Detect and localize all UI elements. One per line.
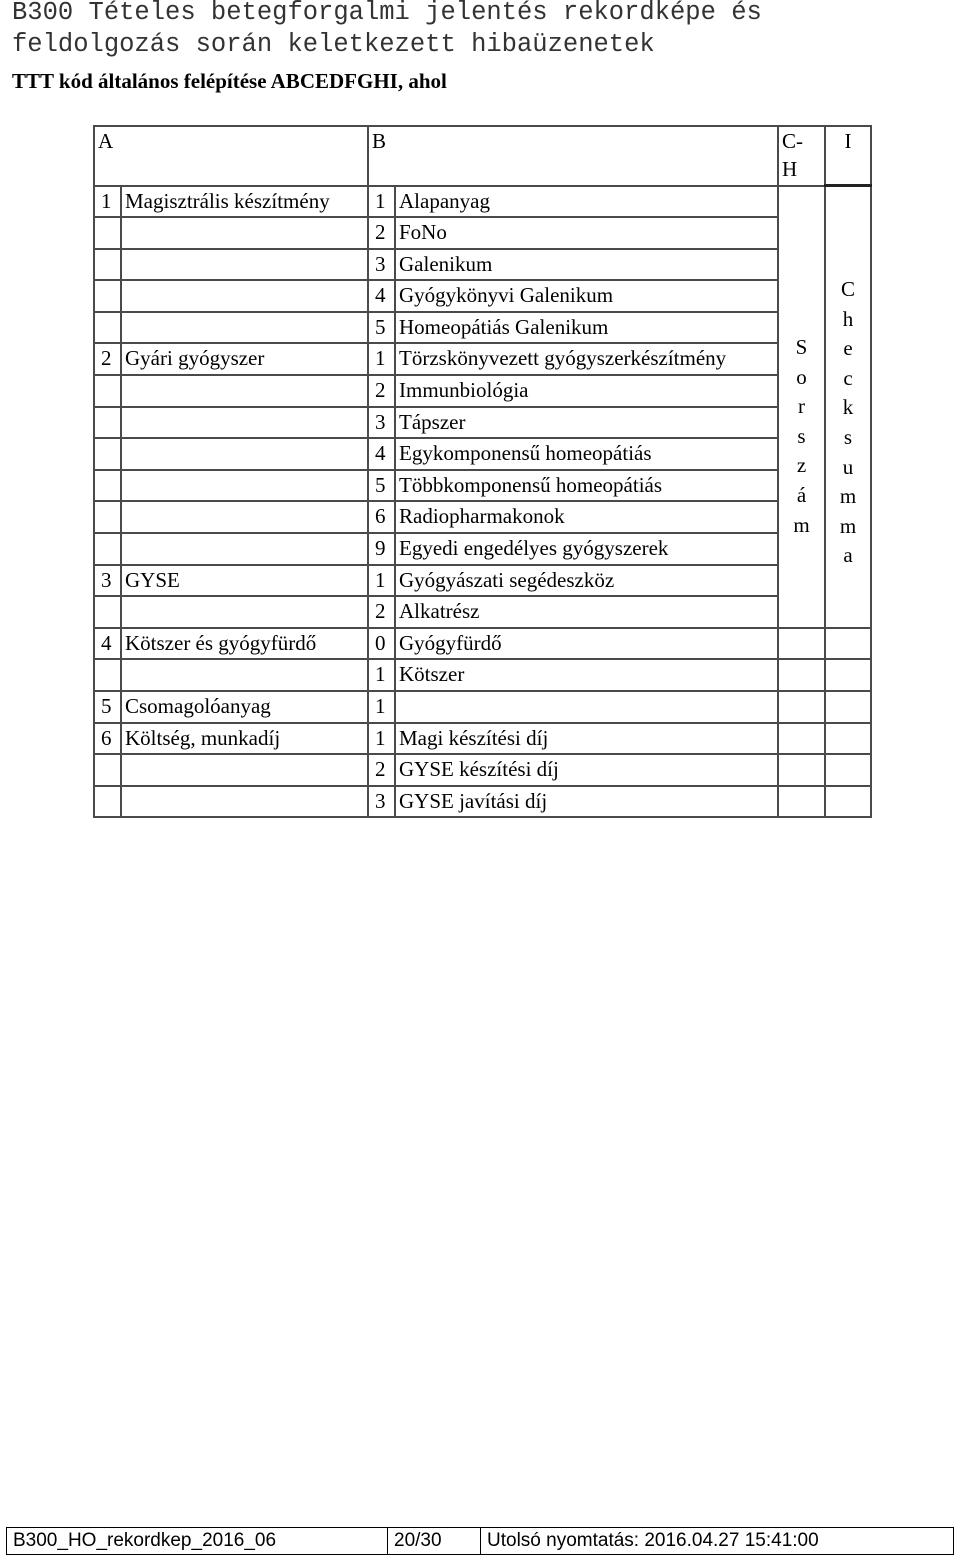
document-title-line-2: feldolgozás során keletkezett hibaüzenetek bbox=[12, 30, 655, 59]
table-row bbox=[94, 249, 871, 281]
b-code: 1 bbox=[368, 343, 395, 375]
table-row bbox=[94, 186, 871, 218]
a-label bbox=[121, 249, 368, 281]
a-label bbox=[121, 501, 368, 533]
b-code: 1 bbox=[368, 186, 395, 218]
b-code: 2 bbox=[368, 754, 395, 786]
b-label: Gyógyászati segédeszköz bbox=[395, 565, 778, 597]
b-code: 6 bbox=[368, 501, 395, 533]
b-label: Tápszer bbox=[395, 407, 778, 439]
b-label: Gyógykönyvi Galenikum bbox=[395, 280, 778, 312]
b-code: 2 bbox=[368, 217, 395, 249]
a-label bbox=[121, 438, 368, 470]
a-code bbox=[94, 596, 121, 628]
table-row bbox=[94, 407, 871, 439]
a-label bbox=[121, 659, 368, 691]
a-code bbox=[94, 407, 121, 439]
b-code: 2 bbox=[368, 596, 395, 628]
b-code: 5 bbox=[368, 470, 395, 502]
a-code bbox=[94, 280, 121, 312]
i-letter: C bbox=[840, 277, 855, 301]
a-code bbox=[94, 470, 121, 502]
b-label: Törzskönyvezett gyógyszerkészítmény bbox=[395, 343, 778, 375]
b-label: GYSE javítási díj bbox=[395, 786, 778, 818]
a-label: GYSE bbox=[121, 565, 368, 597]
i-empty-cell bbox=[825, 628, 871, 660]
ch-letter: S bbox=[795, 335, 808, 360]
b-label: Egykomponensű homeopátiás bbox=[395, 438, 778, 470]
i-letter: h bbox=[842, 306, 854, 331]
b-code: 4 bbox=[368, 438, 395, 470]
table-row bbox=[94, 343, 871, 375]
i-letter: s bbox=[843, 424, 853, 449]
a-label bbox=[121, 312, 368, 344]
ttt-code-table bbox=[93, 125, 872, 818]
i-letter: m bbox=[839, 513, 857, 538]
document-title bbox=[12, 0, 952, 61]
ch-empty-cell bbox=[778, 723, 825, 755]
i-empty-cell bbox=[825, 691, 871, 723]
b-label: Alapanyag bbox=[395, 186, 778, 218]
b-code: 1 bbox=[368, 691, 395, 723]
a-label bbox=[121, 754, 368, 786]
a-code: 6 bbox=[94, 723, 121, 755]
col-header-a: A bbox=[94, 126, 368, 186]
ch-checksum-column bbox=[778, 186, 825, 628]
a-label: Csomagolóanyag bbox=[121, 691, 368, 723]
table-row bbox=[94, 280, 871, 312]
b-label: Kötszer bbox=[395, 659, 778, 691]
a-code bbox=[94, 217, 121, 249]
a-code bbox=[94, 754, 121, 786]
table-row bbox=[94, 533, 871, 565]
b-label: Homeopátiás Galenikum bbox=[395, 312, 778, 344]
i-empty-cell bbox=[825, 754, 871, 786]
footer-page-number: 20/30 bbox=[388, 1528, 481, 1555]
b-code: 1 bbox=[368, 659, 395, 691]
a-label bbox=[121, 280, 368, 312]
i-letter: k bbox=[842, 395, 854, 420]
ch-letter: m bbox=[793, 512, 810, 537]
i-letter: m bbox=[839, 484, 857, 509]
i-empty-cell bbox=[825, 723, 871, 755]
col-header-i: I bbox=[825, 126, 871, 186]
i-letter: c bbox=[843, 365, 853, 390]
table-row bbox=[94, 565, 871, 597]
b-label: Immunbiológia bbox=[395, 375, 778, 407]
a-label bbox=[121, 470, 368, 502]
footer-print-date: Utolsó nyomtatás: 2016.04.27 15:41:00 bbox=[481, 1528, 954, 1555]
ch-letter: á bbox=[796, 483, 807, 508]
a-code bbox=[94, 375, 121, 407]
table-header-row bbox=[94, 126, 871, 186]
ch-empty-cell bbox=[778, 691, 825, 723]
a-code bbox=[94, 249, 121, 281]
ch-letter: r bbox=[798, 394, 805, 419]
a-code: 2 bbox=[94, 343, 121, 375]
a-code bbox=[94, 659, 121, 691]
ch-empty-cell bbox=[778, 786, 825, 818]
document-title-line-1: B300 Tételes betegforgalmi jelentés rekordképe és bbox=[12, 0, 762, 27]
footer-filename: B300_HO_rekordkep_2016_06 bbox=[7, 1528, 388, 1555]
a-label: Kötszer és gyógyfürdő bbox=[121, 628, 368, 660]
b-label: Gyógyfürdő bbox=[395, 628, 778, 660]
b-code: 2 bbox=[368, 375, 395, 407]
a-code: 4 bbox=[94, 628, 121, 660]
ch-letter: s bbox=[797, 423, 806, 448]
b-code: 3 bbox=[368, 407, 395, 439]
ch-letter: o bbox=[796, 364, 807, 389]
b-code: 0 bbox=[368, 628, 395, 660]
a-label: Gyári gyógyszer bbox=[121, 343, 368, 375]
table-row bbox=[94, 786, 871, 818]
table-row bbox=[94, 691, 871, 723]
a-code: 1 bbox=[94, 186, 121, 218]
b-code: 1 bbox=[368, 565, 395, 597]
b-code: 5 bbox=[368, 312, 395, 344]
table-row bbox=[94, 375, 871, 407]
a-code bbox=[94, 312, 121, 344]
table-row bbox=[94, 470, 871, 502]
page-footer bbox=[6, 1527, 954, 1555]
a-label bbox=[121, 217, 368, 249]
col-header-ch: C- H bbox=[778, 126, 825, 186]
a-label bbox=[121, 533, 368, 565]
i-vertical-text bbox=[826, 275, 870, 571]
a-label: Költség, munkadíj bbox=[121, 723, 368, 755]
b-label: Radiopharmakonok bbox=[395, 501, 778, 533]
a-label bbox=[121, 786, 368, 818]
table-row bbox=[94, 438, 871, 470]
b-label: Egyedi engedélyes gyógyszerek bbox=[395, 533, 778, 565]
b-code: 4 bbox=[368, 280, 395, 312]
b-code: 1 bbox=[368, 723, 395, 755]
a-label bbox=[121, 407, 368, 439]
a-label: Magisztrális készítmény bbox=[121, 186, 368, 218]
table-row bbox=[94, 659, 871, 691]
b-label: FoNo bbox=[395, 217, 778, 249]
a-code bbox=[94, 786, 121, 818]
table-row bbox=[94, 628, 871, 660]
ch-empty-cell bbox=[778, 754, 825, 786]
ch-letter: z bbox=[796, 453, 807, 478]
i-checksum-column bbox=[825, 186, 871, 628]
i-letter: e bbox=[843, 336, 853, 361]
b-code: 3 bbox=[368, 786, 395, 818]
b-code: 9 bbox=[368, 533, 395, 565]
i-letter: u bbox=[842, 454, 854, 479]
table-row bbox=[94, 312, 871, 344]
ch-empty-cell bbox=[778, 628, 825, 660]
table-row bbox=[94, 754, 871, 786]
a-code: 3 bbox=[94, 565, 121, 597]
ch-empty-cell bbox=[778, 659, 825, 691]
col-header-b: B bbox=[368, 126, 778, 186]
table-row bbox=[94, 217, 871, 249]
b-label: Többkomponensű homeopátiás bbox=[395, 470, 778, 502]
a-label bbox=[121, 375, 368, 407]
b-label: Galenikum bbox=[395, 249, 778, 281]
a-code: 5 bbox=[94, 691, 121, 723]
i-letter: a bbox=[843, 543, 853, 568]
a-label bbox=[121, 596, 368, 628]
table-row bbox=[94, 596, 871, 628]
b-label: Magi készítési díj bbox=[395, 723, 778, 755]
b-label bbox=[395, 691, 778, 723]
ch-vertical-text bbox=[779, 333, 824, 540]
b-code: 3 bbox=[368, 249, 395, 281]
a-code bbox=[94, 533, 121, 565]
a-code bbox=[94, 438, 121, 470]
i-empty-cell bbox=[825, 659, 871, 691]
b-label: Alkatrész bbox=[395, 596, 778, 628]
b-label: GYSE készítési díj bbox=[395, 754, 778, 786]
i-empty-cell bbox=[825, 786, 871, 818]
section-subtitle: TTT kód általános felépítése ABCEDFGHI, ahol bbox=[12, 69, 447, 93]
table-row bbox=[94, 501, 871, 533]
a-code bbox=[94, 501, 121, 533]
table-row bbox=[94, 723, 871, 755]
